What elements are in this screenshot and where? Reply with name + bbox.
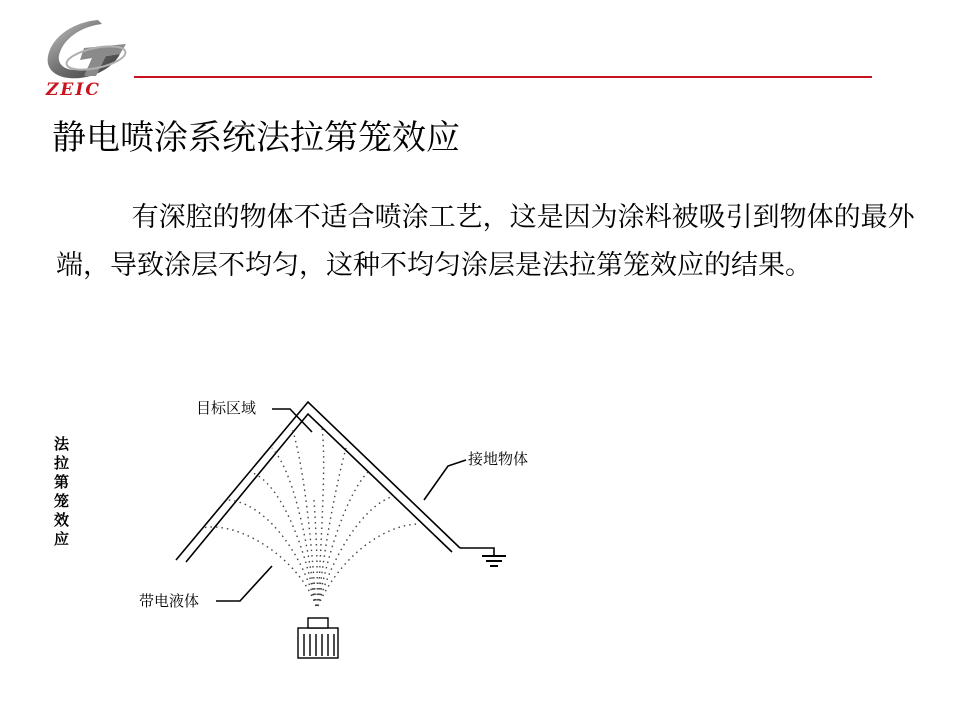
- faraday-cage-diagram: [0, 380, 960, 720]
- grounded-object-leader: [424, 460, 466, 500]
- logo-text: ZEIC: [46, 80, 101, 100]
- body-text: 有深腔的物体不适合喷涂工艺，这是因为涂料被吸引到物体的最外端，导致涂层不均匀，这种不均匀涂层是法拉第笼效应的结果。: [56, 202, 915, 281]
- target-zone-label: 目标区域: [196, 399, 257, 417]
- header-rule: [134, 76, 872, 78]
- vertical-label: 法拉第笼效应: [52, 436, 70, 550]
- spray-gun-icon: [298, 618, 338, 658]
- slide-title: 静电喷涂系统法拉第笼效应: [52, 118, 460, 158]
- charged-liquid-leader: [216, 566, 272, 601]
- ground-symbol-icon: [482, 556, 506, 566]
- body-paragraph: [56, 194, 926, 290]
- spray-paths: [202, 428, 420, 606]
- grounded-object: [176, 402, 494, 562]
- charged-liquid-label: 带电液体: [139, 592, 200, 610]
- grounded-object-label: 接地物体: [468, 450, 529, 468]
